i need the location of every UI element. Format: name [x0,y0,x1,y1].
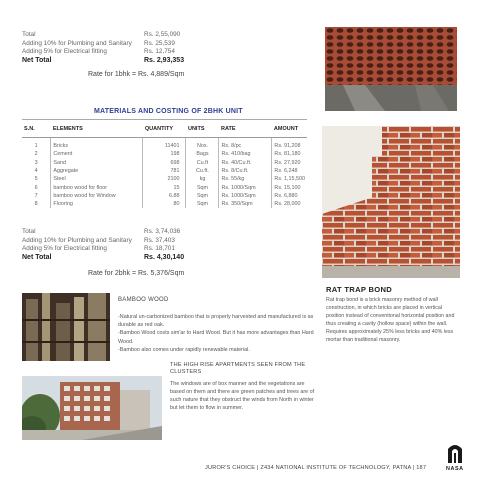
table-cell: Rs. 350/Sqm [219,200,272,208]
table-header-row [22,124,307,138]
summary-bottom [22,228,322,279]
table-cell: 698 [143,159,186,167]
nasa-arch-logo-icon [447,443,463,463]
column-header: ELEMENTS [51,124,143,138]
table-cell: kg [186,175,219,183]
column-header: S.N. [22,124,51,138]
table-cell: Rs. 6,248 [272,167,307,175]
page-footer: JUROR'S CHOICE | Z434 NATIONAL INSTITUTE OF TECHNOLOGY, PATNA | 187 [205,465,427,471]
high-rise-title: THE HIGH RISE APARTMENTS SEEN FROM THE CLUSTERS [170,362,306,376]
bamboo-point: -Bamboo Wood costs sim'ar to Hard Wood. But it has more advantages than Hard Wood. [118,330,314,345]
column-header: AMOUNT [272,124,307,138]
table-cell: Rs. 410/bag [219,150,272,158]
rat-trap-wall-photo [322,126,460,278]
table-cell: Rs. 1000/Sqm [219,183,272,191]
table-cell: 6.88 [143,192,186,200]
table-row [22,159,307,167]
table-cell: Steel [51,175,143,183]
brick-pattern-illustration [325,27,457,111]
bamboo-wood-photo [22,293,110,361]
bamboo-point: -Bamboo also comes under rapidly renewable material. [118,346,250,353]
table-cell: 2100 [143,175,186,183]
bamboo-illustration [22,293,110,361]
rate-line: Rate for 1bhk = Rs. 4,889/Sqm [88,71,185,79]
table-cell: Bags [186,150,219,158]
table-cell: Rs. 28,000 [272,200,307,208]
rat-trap-paragraph: Requires approximately 25% less bricks and 40% less mortar than traditional masonry. [326,329,454,344]
bamboo-point: -Natural un-carbonized bamboo that is properly harvested and manufactured is as durable as red oak. [118,314,314,329]
table-cell: 80 [143,200,186,208]
table-cell: Rs. 55/kg [219,175,272,183]
summary-net-total: Net Total Rs. 2,93,353 [22,56,185,64]
table-cell: 198 [143,150,186,158]
table-cell: Cu.ft. [186,167,219,175]
table-cell: Rs. 27,920 [272,159,307,167]
brick-wall-illustration [322,126,460,278]
summary-top [22,31,322,80]
table-cell: Bricks [51,138,143,151]
summary-row: Adding 10% for Plumbing and Sanitary Rs. 25,539 [22,39,175,47]
rat-trap-description [326,296,460,345]
bamboo-description [118,313,320,354]
section-title: MATERIALS AND COSTING OF 2BHK UNIT [94,108,243,115]
summary-net-total: Net Total Rs. 4,30,140 [22,253,185,261]
table-row [22,167,307,175]
table-cell: Rs. 6,880 [272,192,307,200]
table-row [22,200,307,208]
high-rise-apartments-render [22,376,162,440]
logo-mark [447,443,463,463]
table-cell: 2 [34,151,38,158]
table-cell: 5 [34,176,38,183]
table-row [22,183,307,191]
table-cell: 8 [34,201,38,208]
bamboo-title: BAMBOO WOOD [118,297,169,303]
table-cell: Sqm [186,192,219,200]
table-row [22,138,307,151]
table-cell: Sqm [186,183,219,191]
table-cell: 781 [143,167,186,175]
column-header: QUANTITY [143,124,186,138]
brick-pattern-photo [325,27,457,111]
rat-trap-paragraph: Rat trap bond is a brick masonry method of wall construction, in which bricks are placed in vertical position instead of conventional horizontal position and thus creating a cavity (hollow space) within the wall. [326,297,455,328]
summary-row: Total Rs. 2,55,090 [22,31,181,38]
summary-row: Adding 10% for Plumbing and Sanitary Rs. 37,403 [22,236,175,244]
table-cell: 6 [34,184,38,191]
table-cell: Rs. 8/pc [219,138,272,151]
rat-trap-title: RAT TRAP BOND [326,285,393,294]
table-cell: 15 [143,183,186,191]
table-cell: 7 [34,192,38,199]
table-cell: 11401 [143,138,186,151]
table-cell: Cu.ft [186,159,219,167]
table-cell: Aggregate [51,167,143,175]
logo-text: NASA [446,466,464,472]
summary-row: Adding 5% for Electrical fitting Rs. 12,754 [22,48,175,56]
table-cell: Flooring [51,200,143,208]
summary-row: Total Rs. 3,74,036 [22,228,181,235]
apartments-illustration [22,376,162,440]
table-cell: 3 [34,159,38,166]
table-row [22,192,307,200]
rate-line: Rate for 2bhk = Rs. 5,376/Sqm [88,270,185,278]
table-cell: Rs. 81,180 [272,150,307,158]
table-cell: Cement [51,150,143,158]
summary-row: Adding 5% for Electrical fitting Rs. 18,701 [22,245,175,253]
table-cell: Rs. 1000/Sqm [219,192,272,200]
table-cell: bamboo wood for Window [51,192,143,200]
high-rise-description: The windows are of box manner and the vegetations are based on them and there are green patches and trees are of such nature that they obstruct the winds from North in winter but let them to flow in summer. [170,381,315,412]
table-cell: Rs. 15,100 [272,183,307,191]
column-header: UNITS [186,124,219,138]
table-cell: 1 [34,143,38,150]
table-cell: Rs. 91,208 [272,138,307,151]
title-divider [22,119,307,120]
table-cell: Rs. 1,15,500 [272,175,307,183]
table-cell: Rs. 40/Cu.ft. [219,159,272,167]
table-cell: Sand [51,159,143,167]
table-cell: 4 [34,168,38,175]
table-cell: bamboo wood for floor [51,183,143,191]
table-row [22,150,307,158]
column-header: RATE [219,124,272,138]
table-row [22,175,307,183]
costing-table [22,124,307,208]
table-cell: Sqm [186,200,219,208]
table-cell: Rs. 8/Cu.ft. [219,167,272,175]
table-cell: Nos. [186,138,219,151]
